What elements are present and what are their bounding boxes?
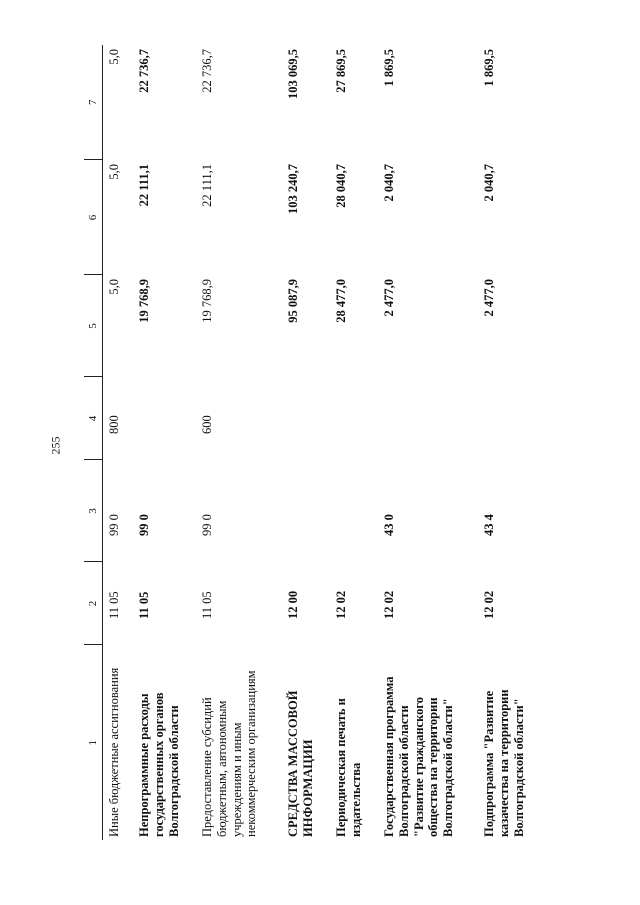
row-value-5: 95 087,9 bbox=[286, 279, 300, 323]
row-value-6: 2 040,7 bbox=[482, 164, 496, 202]
row-target: 43 4 bbox=[482, 514, 496, 536]
row-section: 12 02 bbox=[334, 590, 348, 619]
row-value-6: 22 111,1 bbox=[200, 164, 214, 207]
row-section: 11 05 bbox=[107, 591, 121, 619]
row-value-6: 28 040,7 bbox=[334, 164, 348, 208]
row-value-6: 22 111,1 bbox=[137, 164, 151, 207]
row-target bbox=[330, 460, 378, 562]
row-type bbox=[378, 377, 478, 460]
row-value-7: 1 869,5 bbox=[382, 49, 396, 87]
row-value-7: 22 736,7 bbox=[200, 49, 214, 93]
header-col-2: 2 bbox=[84, 562, 103, 645]
header-col-5: 5 bbox=[84, 275, 103, 377]
budget-table bbox=[84, 45, 546, 840]
header-col-4: 4 bbox=[84, 377, 103, 460]
row-name: Предоставление субсидий бюджетным, автономным учреждениям и иным некоммерческим организациям bbox=[200, 670, 259, 837]
row-name: Иные бюджетные ассигнования bbox=[107, 667, 121, 837]
table-row bbox=[478, 45, 546, 840]
row-target: 99 0 bbox=[137, 514, 151, 536]
budget-table-rotated bbox=[84, 45, 554, 840]
row-type bbox=[330, 377, 378, 460]
row-target: 99 0 bbox=[107, 514, 121, 536]
row-type bbox=[282, 377, 330, 460]
row-section: 12 00 bbox=[286, 590, 300, 619]
row-value-5: 19 768,9 bbox=[200, 279, 214, 323]
row-value-7: 1 869,5 bbox=[482, 49, 496, 87]
row-name: СРЕДСТВА МАССОВОЙ ИНФОРМАЦИИ bbox=[286, 690, 315, 837]
table-row bbox=[196, 45, 282, 840]
table-row bbox=[282, 45, 330, 840]
row-section: 11 05 bbox=[200, 591, 214, 619]
row-section: 12 02 bbox=[382, 590, 396, 619]
row-name: Подпрограмма "Развитие казачества на территории Волгоградской области" bbox=[482, 689, 526, 837]
table-row bbox=[103, 45, 134, 840]
row-value-5: 19 768,9 bbox=[137, 279, 151, 323]
table-row bbox=[133, 45, 196, 840]
header-col-6: 6 bbox=[84, 160, 103, 275]
row-value-6: 2 040,7 bbox=[382, 164, 396, 202]
row-value-7: 5,0 bbox=[107, 49, 121, 65]
row-name: Непрограммные расходы государственных органов Волгоградской области bbox=[137, 692, 181, 837]
row-value-7: 22 736,7 bbox=[137, 49, 151, 93]
row-value-6: 103 240,7 bbox=[286, 164, 300, 214]
row-target: 43 0 bbox=[382, 514, 396, 536]
row-value-7: 103 069,5 bbox=[286, 49, 300, 99]
table-row bbox=[330, 45, 378, 840]
header-col-7: 7 bbox=[84, 45, 103, 160]
row-value-5: 2 477,0 bbox=[382, 279, 396, 317]
header-row bbox=[84, 45, 103, 840]
row-value-5: 2 477,0 bbox=[482, 279, 496, 317]
row-value-6: 5,0 bbox=[107, 164, 121, 180]
row-section: 11 05 bbox=[137, 591, 151, 619]
header-col-1: 1 bbox=[84, 645, 103, 840]
row-value-7: 27 869,5 bbox=[334, 49, 348, 93]
row-type: 600 bbox=[200, 415, 214, 434]
row-target bbox=[282, 460, 330, 562]
row-type bbox=[133, 377, 196, 460]
row-name: Государственная программа Волгоградской области "Развитие гражданского общества на территории Волгоградской области" bbox=[382, 676, 455, 837]
row-type: 800 bbox=[107, 415, 121, 434]
row-target: 99 0 bbox=[200, 514, 214, 536]
header-col-3: 3 bbox=[84, 460, 103, 562]
row-type bbox=[478, 377, 546, 460]
row-name: Периодическая печать и издательства bbox=[334, 698, 363, 837]
row-value-5: 28 477,0 bbox=[334, 279, 348, 323]
row-section: 12 02 bbox=[482, 590, 496, 619]
row-value-5: 5,0 bbox=[107, 279, 121, 295]
page-number: 255 bbox=[48, 436, 63, 455]
table-row bbox=[378, 45, 478, 840]
